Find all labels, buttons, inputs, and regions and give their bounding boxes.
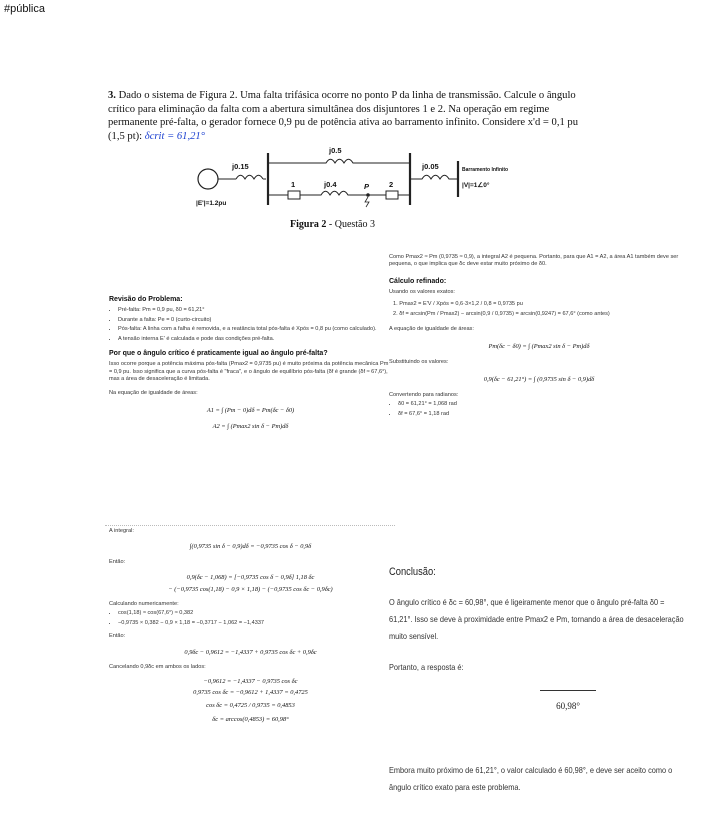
panel3-calc: Calculando numericamente: [109,601,179,608]
panel2-sub: Usando os valores exatos: [389,289,455,296]
panel3-eq7: cos δc = 0,4725 / 0,9735 = 0,4853 [206,702,295,710]
panel2-eq2: 0,9(δc − 61,21°) = ∫ (0,9735 sin δ − 0,9)dδ [483,375,595,383]
label-line-bottom: j0.4 [324,180,337,189]
label-right-reactance: j0.05 [422,162,439,171]
conclusion-p1: O ângulo crítico é δc = 60,98°, que é ligeiramente menor que o ângulo pré-falta δ0 = 61,21°. Isso se deve à proximidade entre Pmax2 e Pm, tornando a área de desaceleração muito sensível. [389,597,684,641]
question-number: 3. [108,90,116,101]
panel-conclusion-note [389,762,689,810]
label-bus: Barramento Infinito [462,167,509,173]
panel3-eq1: ∫(0,9735 sin δ − 0,9)dδ = −0,9735 cos δ − 0,9δ [189,543,312,551]
figure-caption [290,219,375,230]
public-tag: #pública [4,3,45,15]
panel1-eq-intro: Na equação de igualdade de áreas: [109,389,198,396]
list-item: • δ0 = 61,21° = 1,068 rad [398,401,689,408]
panel3-eq3: − (−0,9735 cos(1,18) − 0,9 × 1,18) − (−0,9735 cos δc − 0,9δc) [168,585,333,593]
list-item: • −0,9735 × 0,382 − 0,9 × 1,18 = −0,3717 − 1,062 = −1,4337 [118,620,392,627]
panel3-calc-list [109,610,392,627]
list-item: • Pré-falta: Pm = 0,9 pu, δ0 = 61,21° [118,307,392,314]
panel-conclusion [389,566,689,690]
panel3-eq4: 0,9δc − 0,9612 = −1,4337 + 0,9735 cos δc + 0,9δc [184,648,317,656]
caption-rest: - Questão 3 [326,219,375,230]
panel1-eq1: A1 = ∫ (Pm − 0)dδ = Pm(δc − δ0) [206,407,295,415]
panel1-subheading: Por que o ângulo crítico é praticamente igual ao ângulo pré-falta? [109,350,328,358]
panel3-eq5: −0,9612 = −1,4337 − 0,9735 cos δc [203,678,298,686]
panel2-conv-list [389,401,689,418]
list-item: • A tensão interna E' é calculada e pode das condições pré-falta. [118,336,392,343]
panel2-item-2: 2. δf = arcsin(Pm / Pmax2) − arcsin(0,9 / 0,9735) = arcsin(0,9247) = 67,6° (como antes) [393,311,610,318]
conclusion-p3: Embora muito próximo de 61,21°, o valor calculado é 60,98°, e deve ser aceito como o ângulo crítico exato para este problema. [389,765,673,792]
label-fault-point: P [364,182,370,191]
panel3-then2: Então: [109,633,126,640]
panel3-intro: A integral: [109,528,134,534]
conclusion-p2: Portanto, a resposta é: [389,662,464,672]
label-breaker-1: 1 [291,180,296,189]
list-item: • δf = 67,6° = 1,18 rad [398,411,689,418]
panel2-heading: Cálculo refinado: [389,277,447,285]
panel2-intro: Como Pmax2 ≈ Pm (0,9735 ≈ 0,9), a integral A2 é pequena. Portanto, para que A1 = A2, a área A1 também deve ser pequena, o que implica que δc deve estar muito próximo de δ0. [389,254,679,268]
divider [105,525,395,526]
conclusion-heading: Conclusão: [389,566,436,578]
final-answer: 60,98° [540,690,596,711]
question-text [108,89,588,143]
panel1-heading: Revisão do Problema: [109,296,183,303]
panel2-conv: Convertendo para radianos: [389,392,459,399]
panel1-bullets [109,307,392,343]
panel3-eq8: δc = arccos(0,4853) = 60,98° [212,715,289,723]
panel1-eq2: A2 = ∫ (Pmax2 sin δ − Pm)dδ [212,423,289,431]
panel3-eq2: 0,9(δc − 1,068) = [−0,9735 cos δ − 0,9δ] 1,18 δc [186,574,315,582]
list-item: • Pós-falta: A linha com a falha é removida, e a reatância total pós-falta é Xpós = 0,8 pu (como calculado). [118,326,392,333]
question-answer: δcrit = 61,21° [144,130,205,142]
panel2-item-1: 1. Pmax2 = E'V / Xpós = 0,6·3×1,2 / 0,8 = 0,9735 pu [393,300,523,307]
panel3-then1: Então: [109,558,126,565]
label-gen-voltage: |E'|=1.2pu [196,200,227,207]
caption-bold: Figura 2 [290,219,327,230]
question-body: Dado o sistema de Figura 2. Uma falta trifásica ocorre no ponto P da linha de transmissão. Calcule o ângulo crítico para eliminação da falta com a abertura simultânea dos disjuntores 1 e 2. Na operação em regime permanente pré-falta, o gerador fornece 0,9 pu de potência ativa ao barramento infinito. Considere x'd = 0,1 pu (1,5 pt): [108,90,579,142]
list-item: • cos(1,18) ≈ cos(67,6°) ≈ 0,382 [118,610,392,617]
label-breaker-2: 2 [389,180,394,189]
label-bus-voltage: |V|=1∠0° [462,182,490,189]
panel-problem-review [109,296,392,435]
panel1-paragraph: Isso ocorre porque a potência máxima pós-falta (Pmax2 = 0,9735 pu) é muito próxima da potência mecânica Pm = 0,9 pu. Isso significa que a curva pós-falta é "fraca", e o ângulo de equilíbrio pós-falta (δf é grande (δf ≈ 67,6°), mas a área de desaceleração é limitada. [109,361,389,383]
panel2-subst: Substituindo os valores: [389,359,449,366]
label-gen-reactance: j0.15 [232,162,249,171]
panel2-eq: Pm(δc − δ0) = ∫ (Pmax2 sin δ − Pm)dδ [488,342,590,350]
panel3-cancel: Cancelando 0,9δc em ambos os lados: [109,664,206,671]
panel2-eq-label: A equação de igualdade de áreas: [389,326,474,333]
panel-refined-calc [389,254,689,420]
label-line-top: j0.5 [329,146,342,155]
circuit-diagram [196,143,516,211]
panel-integral [109,528,392,729]
list-item: • Durante a falta: Pe = 0 (curto-circuito) [118,317,392,324]
panel3-eq6: 0,9735 cos δc = −0,9612 + 1,4337 = 0,4725 [193,688,308,696]
